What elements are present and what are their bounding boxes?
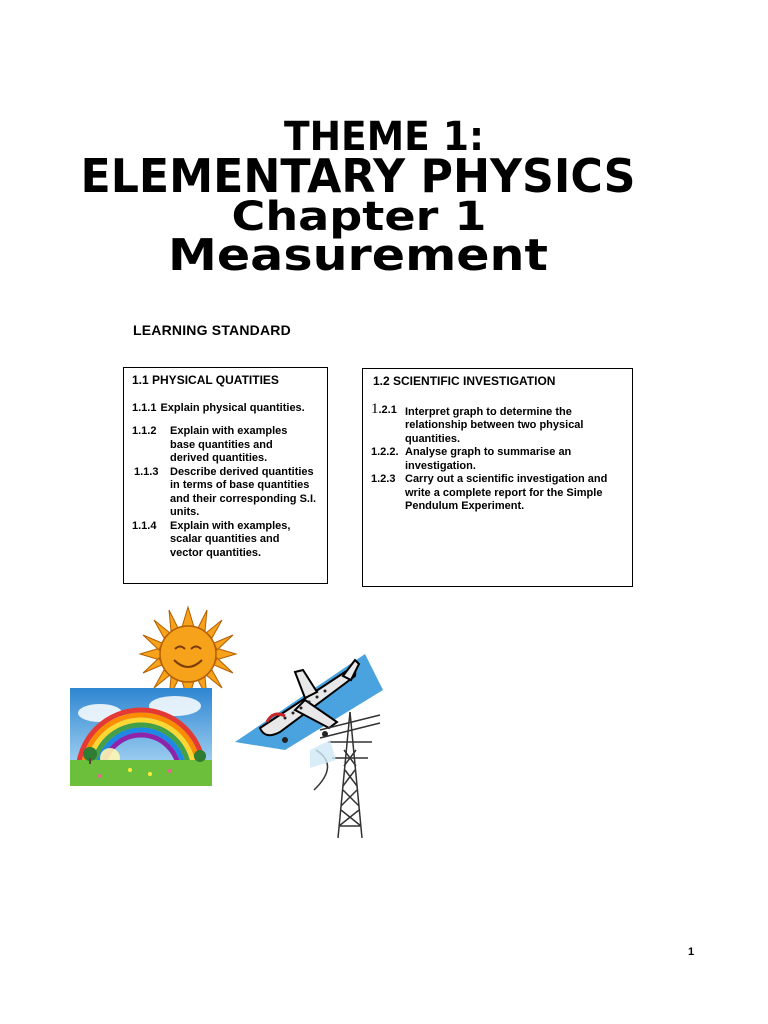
item-text: Describe derived quantities in terms of base quantities and their corresponding S.I. units. (170, 465, 317, 518)
title-block (0, 110, 768, 285)
list-item (132, 520, 319, 561)
list-item (132, 425, 319, 466)
item-text: Explain with examples, scalar quantities and vector quantities. (170, 519, 291, 559)
learning-standard-heading: LEARNING STANDARD (133, 322, 291, 338)
physical-quantities-title: 1.1 PHYSICAL QUATITIES (132, 373, 279, 387)
item-text: Explain with examples base quantities and derived quantities. (170, 425, 288, 464)
physical-quantities-box (123, 367, 328, 584)
item-number (371, 400, 405, 447)
title-elementary-physics: ELEMENTARY PHYSICS (80, 149, 636, 203)
item-number-lead: 1 (371, 400, 379, 417)
item-number: 1.1.1 (132, 401, 157, 414)
item-number: 1.2.2. (371, 446, 399, 458)
item-text: Explain physical quantities. (160, 401, 305, 414)
scientific-investigation-box (362, 368, 633, 587)
list-item (371, 473, 624, 514)
title-wordart (0, 110, 768, 285)
item-number: 1.1.3 (134, 465, 159, 478)
scientific-investigation-title: 1.2 SCIENTIFIC INVESTIGATION (373, 374, 556, 388)
item-text: Analyse graph to summarise an investigation. (405, 446, 572, 472)
title-chapter: Chapter 1 (231, 194, 487, 240)
rainbow-picture (70, 688, 212, 786)
title-measurement: Measurement (168, 230, 548, 281)
item-text: Carry out a scientific investigation and write a complete report for the Simple Pendulum Experiment. (405, 473, 608, 512)
list-item (371, 400, 624, 447)
item-text: Interpret graph to determine the relationship between two physical quantities. (405, 405, 584, 445)
item-number: 1.1.2 (132, 425, 157, 437)
page-number: 1 (688, 946, 695, 958)
item-number-rest: .2.1 (378, 403, 397, 416)
list-item (132, 466, 319, 520)
item-number: 1.2.3 (371, 473, 396, 485)
list-item (371, 446, 624, 473)
list-item (132, 402, 319, 416)
title-theme: THEME 1: (284, 114, 484, 160)
item-number: 1.1.4 (132, 519, 157, 532)
power-pylon-icon (310, 710, 390, 840)
